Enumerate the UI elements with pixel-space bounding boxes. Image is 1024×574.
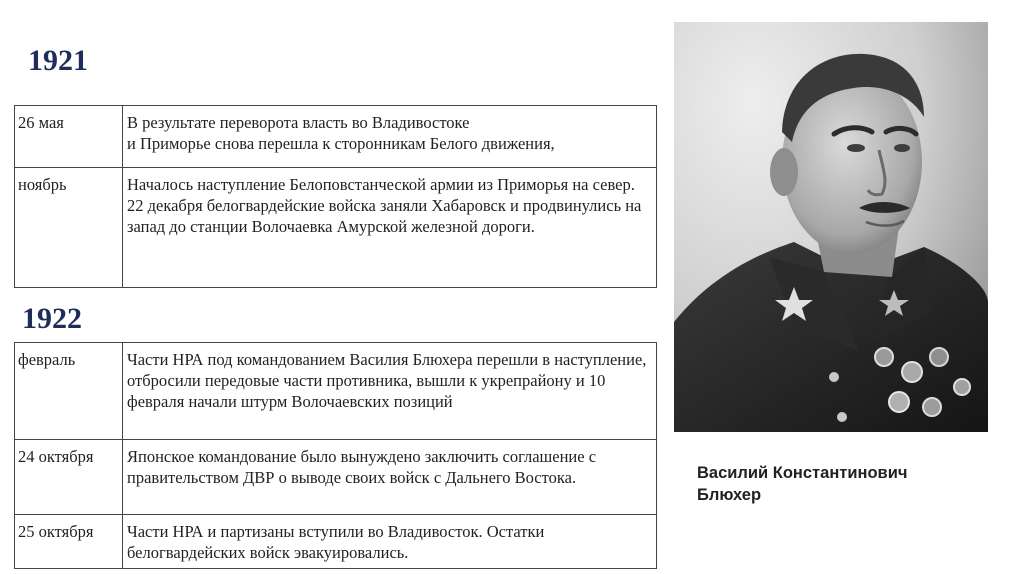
table-row (15, 440, 657, 515)
event-date: 24 октября (15, 440, 123, 515)
event-date: 26 мая (15, 106, 123, 168)
event-date: февраль (15, 343, 123, 440)
table-row (15, 515, 657, 569)
table-row (15, 343, 657, 440)
event-date: 25 октября (15, 515, 123, 569)
table-row (15, 106, 657, 168)
caption-line: Блюхер (697, 486, 762, 504)
year-heading-1921: 1921 (28, 44, 88, 77)
portrait-illustration (674, 22, 988, 432)
portrait-caption (697, 462, 997, 506)
events-table-1922 (14, 342, 657, 569)
table-row (15, 168, 657, 288)
event-description: Японское командование было вынуждено заключить соглашение с правительством ДВР о выводе своих войск с Дальнего Востока. (123, 440, 657, 515)
portrait-photo (674, 22, 988, 432)
event-description: Части НРА под командованием Василия Блюхера перешли в наступление, отбросили передовые части противника, вышли к укрепрайону и 10 февраля начали штурм Волочаевских позиций (123, 343, 657, 440)
event-description: Началось наступление Белоповстанческой армии из Приморья на север. 22 декабря белогвардейские войска заняли Хабаровск и продвинулись на запад до станции Волочаевка Амурской железной дороги. (123, 168, 657, 288)
year-heading-1922: 1922 (22, 302, 82, 335)
event-description: Части НРА и партизаны вступили во Владивосток. Остатки белогвардейских войск эвакуировались. (123, 515, 657, 569)
event-description: В результате переворота власть во Владивостоке и Приморье снова перешла к сторонникам Белого движения, (123, 106, 657, 168)
event-date: ноябрь (15, 168, 123, 288)
caption-line: Василий Константинович (697, 464, 908, 482)
events-table-1921 (14, 105, 657, 288)
